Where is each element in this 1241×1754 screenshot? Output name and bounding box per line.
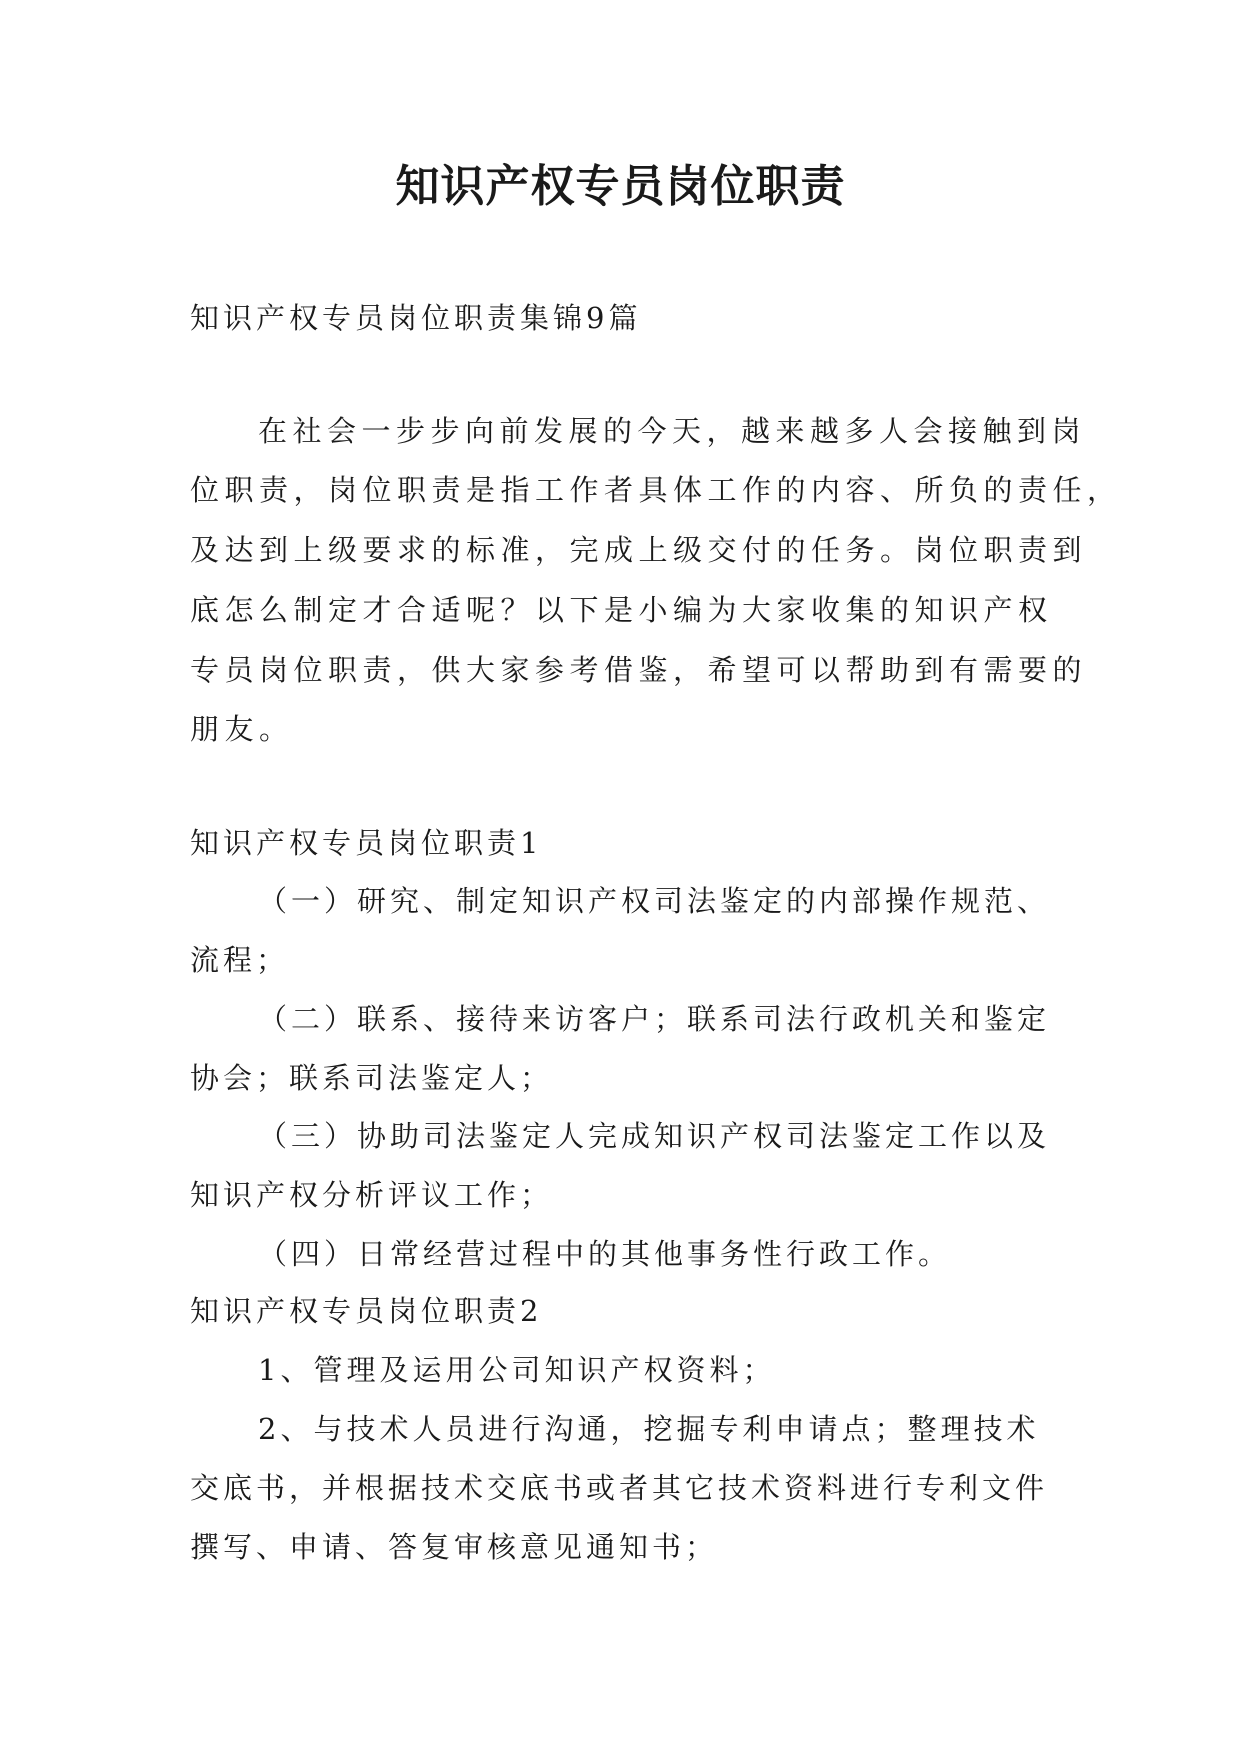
document-title: 知识产权专员岗位职责: [395, 161, 846, 212]
intro-line: 在社会一步步向前发展的今天，越来越多人会接触到岗: [258, 414, 1087, 448]
duty-item: （四）日常经营过程中的其他事务性行政工作。: [258, 1237, 952, 1271]
duty-item-continuation: 撰写、申请、答复审核意见通知书；: [190, 1530, 719, 1564]
duty-item: （二）联系、接待来访客户；联系司法行政机关和鉴定: [258, 1002, 1051, 1036]
intro-line: 朋友。: [190, 712, 294, 746]
duty-item-continuation: 协会；联系司法鉴定人；: [190, 1061, 554, 1095]
duty-item-continuation: 流程；: [190, 943, 290, 977]
intro-line: 及达到上级要求的标准，完成上级交付的任务。岗位职责到: [190, 533, 1088, 567]
duty-item: 1、管理及运用公司知识产权资料；: [258, 1353, 776, 1387]
intro-line: 底怎么制定才合适呢？以下是小编为大家收集的知识产权: [190, 593, 1053, 627]
duty-item: 2、与技术人员进行沟通，挖掘专利申请点；整理技术: [258, 1412, 1040, 1446]
duty-item-continuation: 知识产权分析评议工作；: [190, 1178, 554, 1212]
section-heading: 知识产权专员岗位职责2: [190, 1294, 543, 1328]
document-subtitle: 知识产权专员岗位职责集锦9篇: [190, 301, 642, 335]
duty-item: （三）协助司法鉴定人完成知识产权司法鉴定工作以及: [258, 1119, 1051, 1153]
intro-line: 专员岗位职责，供大家参考借鉴，希望可以帮助到有需要的: [190, 653, 1088, 687]
duty-item: （一）研究、制定知识产权司法鉴定的内部操作规范、: [258, 884, 1051, 918]
duty-item-continuation: 交底书，并根据技术交底书或者其它技术资料进行专利文件: [190, 1471, 1049, 1505]
section-heading: 知识产权专员岗位职责1: [190, 826, 543, 860]
intro-line: 位职责，岗位职责是指工作者具体工作的内容、所负的责任，: [190, 473, 1122, 507]
